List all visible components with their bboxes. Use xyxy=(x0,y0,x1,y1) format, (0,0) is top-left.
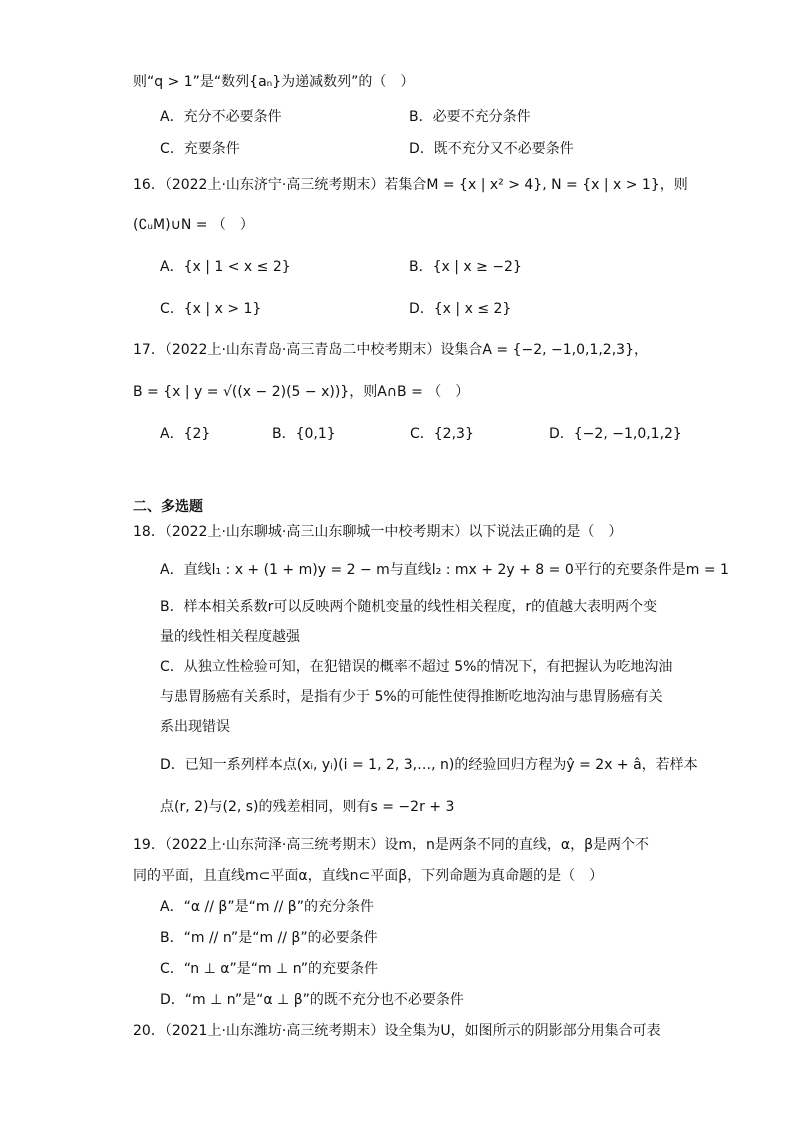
q20-stem-line1: 20．（2021上·山东潍坊·高三统考期末）设全集为U，如图所示的阴影部分用集合可表 xyxy=(133,1023,661,1039)
q18-option-d-line2: 点(r, 2)与(2, s)的残差相同，则有s = −2r + 3 xyxy=(160,799,455,815)
q16-option-c[interactable]: C．{x | x > 1} xyxy=(160,301,262,317)
q18-option-a[interactable]: A．直线l₁ : x + (1 + m)y = 2 − m与直线l₂ : mx + 2y + 8 = 0平行的充要条件是m = 1 xyxy=(160,562,729,578)
q18-option-d-line1[interactable]: D．已知一系列样本点(xᵢ, yᵢ)(i = 1, 2, 3,…, n)的经验回归方程为ŷ = 2x + â，若样本 xyxy=(160,757,698,773)
q16-option-a[interactable]: A．{x | 1 < x ≤ 2} xyxy=(160,259,291,275)
q19-option-d[interactable]: D．“m ⊥ n”是“α ⊥ β”的既不充分也不必要条件 xyxy=(160,992,464,1008)
q16-stem-line1: 16．（2022上·山东济宁·高三统考期末）若集合M = {x | x² > 4}, N = {x | x > 1}，则 xyxy=(133,177,688,193)
q19-stem-line2: 同的平面，且直线m⊂平面α，直线n⊂平面β，下列命题为真命题的是（ ） xyxy=(133,868,604,884)
q19-option-c[interactable]: C．“n ⊥ α”是“m ⊥ n”的充要条件 xyxy=(160,961,379,977)
q18-stem: 18．（2022上·山东聊城·高三山东聊城一中校考期末）以下说法正确的是（ ） xyxy=(133,524,623,540)
q17-stem-line1: 17．（2022上·山东青岛·高三青岛二中校考期末）设集合A = {−2, −1,0,1,2,3}， xyxy=(133,342,648,358)
q16-stem-line2: (∁ᵤM)∪N = （ ） xyxy=(133,217,254,233)
q18-option-b-line2: 量的线性相关程度越强 xyxy=(160,629,300,645)
q17-option-d[interactable]: D．{−2, −1,0,1,2} xyxy=(549,426,682,442)
q15-stem-tail: 则“q > 1”是“数列{aₙ}为递减数列”的（ ） xyxy=(133,74,415,90)
q16-option-b[interactable]: B．{x | x ≥ −2} xyxy=(409,259,522,275)
q17-option-b[interactable]: B．{0,1} xyxy=(272,426,336,442)
q15-option-d[interactable]: D．既不充分又不必要条件 xyxy=(409,141,574,157)
q17-option-a[interactable]: A．{2} xyxy=(160,426,211,442)
q17-option-c[interactable]: C．{2,3} xyxy=(410,426,474,442)
q15-option-a[interactable]: A．充分不必要条件 xyxy=(160,109,282,125)
q19-option-b[interactable]: B．“m // n”是“m // β”的必要条件 xyxy=(160,930,378,946)
q15-option-b[interactable]: B．必要不充分条件 xyxy=(409,109,531,125)
q18-option-c-line2: 与患胃肠癌有关系时，是指有少于 5%的可能性使得推断吃地沟油与患胃肠癌有关 xyxy=(160,689,663,705)
q17-stem-line2: B = {x | y = √((x − 2)(5 − x))}，则A∩B = （ ） xyxy=(133,384,470,400)
q15-option-c[interactable]: C．充要条件 xyxy=(160,141,240,157)
q18-option-c-line1[interactable]: C．从独立性检验可知，在犯错误的概率不超过 5%的情况下，有把握认为吃地沟油 xyxy=(160,659,673,675)
q19-option-a[interactable]: A．“α // β”是“m // β”的充分条件 xyxy=(160,899,374,915)
q18-option-b-line1[interactable]: B．样本相关系数r可以反映两个随机变量的线性相关程度，r的值越大表明两个变 xyxy=(160,599,658,615)
q16-option-d[interactable]: D．{x | x ≤ 2} xyxy=(409,301,512,317)
section-title-multiple-choice: 二、多选题 xyxy=(133,499,203,515)
q18-option-c-line3: 系出现错误 xyxy=(160,719,230,735)
q19-stem-line1: 19．（2022上·山东菏泽·高三统考期末）设m，n是两条不同的直线，α，β是两个不 xyxy=(133,837,650,853)
